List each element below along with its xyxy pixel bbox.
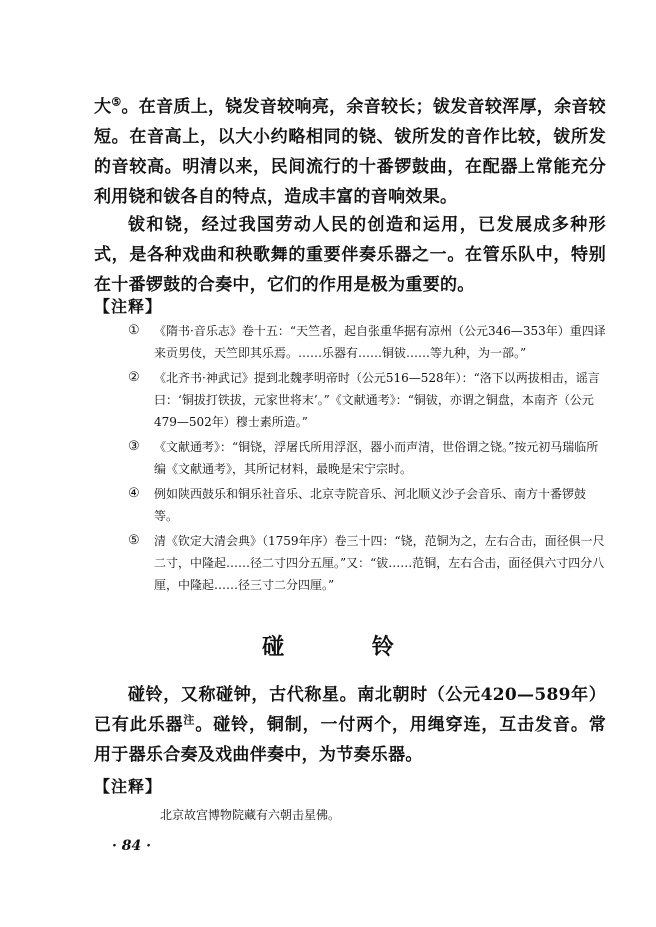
note-number: ③ — [128, 439, 140, 454]
note-item — [128, 320, 608, 364]
note-item — [128, 367, 608, 433]
footnote-ref-5: ⑤ — [111, 95, 122, 109]
section-paragraph — [94, 680, 606, 770]
note-number: ④ — [128, 486, 140, 501]
section-title: 碰 铃 — [262, 634, 434, 660]
note-number: ⑤ — [128, 533, 140, 548]
note-text: 《文献通考》：“铜铙，浮屠氏所用浮沤，器小而声清，世俗谓之铙。”按元初马瑞临所编《文献通考》，其所记材料，最晚是宋宁宗时。 — [154, 440, 599, 476]
note-item — [128, 530, 608, 596]
section-notes-heading: 【注释】 — [94, 777, 163, 796]
note-number: ① — [128, 323, 140, 338]
body-paragraph-1 — [94, 92, 606, 212]
note-item — [128, 436, 608, 480]
section-note: 北京故宫博物院藏有六朝击星佛。 — [160, 808, 341, 822]
paragraph-1-text: 。在音质上，铙发音较响亮，余音较长；钹发音较浑厚，余音较短。在音高上，以大小约略相同的铙、钹所发的音作比较，钹所发的音较高。明清以来，民间流行的十番锣鼓曲，在配器上常能充分利用铙和钹各自的特点，造成丰富的音响效果。 — [94, 97, 606, 207]
section-paragraph-start: 碰铃，又称碰钟，古代称星。南北朝时（公元420—589年）已有此乐器 — [94, 685, 606, 735]
body-paragraph-2: 钹和铙，经过我国劳动人民的创造和运用，已发展成多种形式，是各种戏曲和秧歌舞的重要伴奏乐器之一。在管乐队中，特别在十番锣鼓的合奏中，它们的作用是极为重要的。 — [94, 215, 606, 295]
paragraph-1-start: 大 — [94, 97, 112, 117]
note-number: ② — [128, 370, 140, 385]
note-text: 《北齐书·神武记》提到北魏孝明帝时（公元516—528年）：“洛下以两拔相击，谣言曰：‘铜拔打铁拔，元家世将末’。”《文献通考》：“铜钹，亦谓之铜盘，本南齐（公元479—502年）穆士素所造。” — [154, 371, 600, 429]
page-number: · 84 · — [112, 838, 151, 854]
note-text: 例如陕西鼓乐和铜乐社音乐、北京寺院音乐、河北顺义沙子会音乐、南方十番锣鼓等。 — [154, 487, 587, 523]
note-text: 《隋书·音乐志》卷十五：“天竺者，起自张重华据有凉州（公元346—353年）重四译来贡男伎，天竺即其乐焉。……乐器有……铜钹……等九种，为一部。” — [154, 324, 606, 360]
notes-heading: 【注释】 — [94, 297, 163, 316]
note-item — [128, 483, 608, 527]
notes-list — [128, 320, 608, 599]
note-text: 清《钦定大清会典》（1759年序）卷三十四：“铙，范铜为之，左右合击，面径俱一尺二寸，中隆起……径二寸四分五厘。”又：“钹……范铜，左右合击，面径俱六寸四分八厘，中隆起……径三寸二分四厘。” — [154, 534, 605, 592]
footnote-ref: 注 — [183, 713, 196, 727]
section-paragraph-end: 。碰铃，铜制，一付两个，用绳穿连，互击发音。常用于器乐合奏及戏曲伴奏中，为节奏乐器。 — [94, 715, 607, 765]
